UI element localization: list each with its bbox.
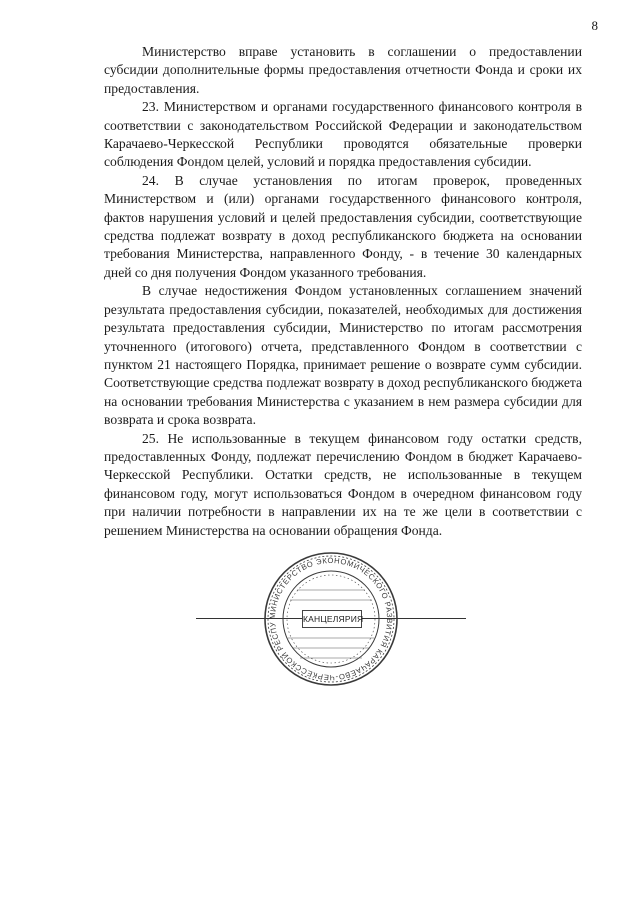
signature-stamp-area <box>196 550 466 690</box>
stamp-label: КАНЦЕЛЯРИЯ <box>302 610 362 628</box>
official-stamp <box>262 550 400 688</box>
stamp-outer-text: МИНИСТЕРСТВО ЭКОНОМИЧЕСКОГО РАЗВИТИЯ КАРАЧАЕВО-ЧЕРКЕССКОЙ РЕСПУ <box>267 555 395 683</box>
paragraph-24-non-achievement: В случае недостижения Фондом установленных соглашением значений результата предоставления субсидии, показателей, необходимых для достижения результата предоставления субсидии, Министерство по итогам рассмотрения уточненного (итогового) отчета, представленного Фондом в соответствии с пунктом 21 настоящего Порядка, принимает решение о возврате сумм субсидии. Соответствующие средства подлежат возврату в доход республиканского бюджета на основании требования Министерства с указанием в нем размера субсидии для возврата и срока возврата. <box>104 283 582 428</box>
document-body <box>104 43 582 540</box>
paragraph-24-violations: 24. В случае установления по итогам проверок, проведенных Министерством и (или) органами государственного финансового контроля, фактов нарушения условий и целей предоставления субсидии, соответствующие средства подлежат возврату в доход республиканского бюджета на основании требования Министерства, направленного Фонду, - в течение 30 календарных дней со дня получения Фондом указанного требования. <box>104 172 582 280</box>
paragraph-25-remaining-funds: 25. Не использованные в текущем финансовом году остатки средств, предоставленных Фонду, подлежат перечислению Фондом в бюджет Карачаево-Черкесской Республики. Остатки средств, не использованные в текущем финансовом году, могут использоваться Фондом в очередном финансовом году при наличии потребности в направлении их на те же цели в соответствии с решением Министерства на основании обращения Фонда. <box>104 430 582 538</box>
page-number: 8 <box>591 18 598 33</box>
paragraph-reporting-forms: Министерство вправе установить в соглашении о предоставлении субсидии дополнительные формы предоставления отчетности Фонда и сроки их предоставления. <box>104 44 582 96</box>
paragraph-23-inspections: 23. Министерством и органами государственного финансового контроля в соответствии с законодательством Российской Федерации и законодательством Карачаево-Черкесской Республики проводятся обязательные проверки соблюдения Фондом целей, условий и порядка предоставления субсидии. <box>104 99 582 170</box>
